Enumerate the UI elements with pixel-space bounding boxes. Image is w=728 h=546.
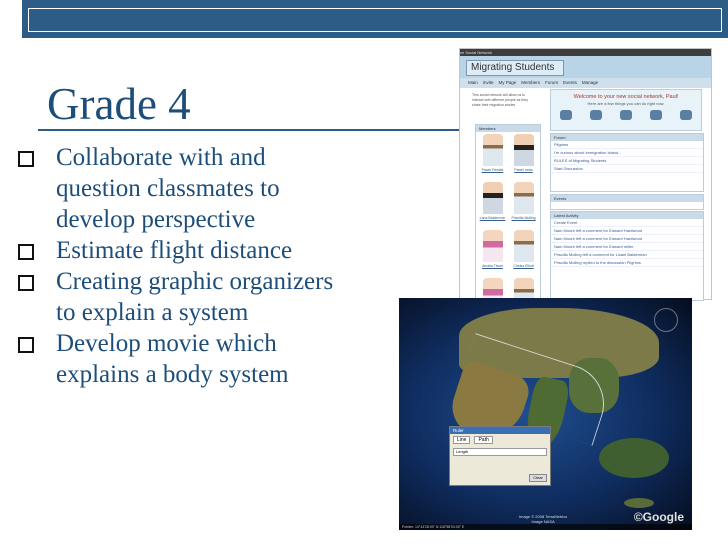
- forum-topic: Pilgrims: [551, 141, 703, 149]
- network-title: Migrating Students: [466, 60, 564, 76]
- activity-item: Priscilla Mulling left a comment for Lisael Balderman: [551, 251, 703, 259]
- nav-item: Manage: [581, 80, 599, 85]
- forum-panel: [550, 133, 704, 192]
- member-card: [509, 230, 538, 276]
- nav-item: Events: [563, 80, 577, 85]
- bullet-text: Estimate flight distance: [56, 237, 293, 264]
- member-name: Priscilla Mulling: [511, 216, 536, 220]
- activity-item: Priscilla Mulling replied to the discussion Pilgrims: [551, 259, 703, 267]
- member-name: Chelsa Elliott: [513, 264, 534, 268]
- bullet-item: [18, 266, 388, 328]
- member-name: Pawel Pawlak: [481, 168, 504, 172]
- member-card: [509, 134, 538, 180]
- bullet-text: Creating graphic organizers to explain a system: [56, 268, 334, 326]
- member-name: Pawel mdar: [514, 168, 533, 172]
- events-header: Events: [551, 195, 703, 202]
- forum-topic: RULES of Migrating Students: [551, 157, 703, 165]
- welcome-box: [550, 89, 702, 131]
- google-earth-screenshot: [399, 298, 692, 530]
- bullet-item: [18, 328, 388, 390]
- ruler-length-field: Length: [453, 448, 547, 456]
- events-panel: [550, 194, 704, 210]
- slide-header-bar: [22, 0, 728, 38]
- avatar: [483, 134, 503, 166]
- avatar: [514, 230, 534, 262]
- member-card: [478, 182, 507, 228]
- member-name: Lana Baldermon: [479, 216, 506, 220]
- bullet-item: [18, 142, 388, 235]
- google-logo: ©Google: [633, 510, 684, 524]
- network-banner: [460, 56, 711, 78]
- member-card: [509, 182, 538, 228]
- avatar: [483, 182, 503, 214]
- avatar: [514, 182, 534, 214]
- member-card: [478, 134, 507, 180]
- network-top-bar: ve Social Network: [460, 49, 711, 56]
- member-card: [478, 230, 507, 276]
- ruler-clear-button: Clear: [529, 474, 547, 482]
- slide-title: Grade 4: [47, 79, 191, 129]
- start-discussion-icon: [590, 110, 602, 120]
- land-mass: [624, 498, 654, 508]
- welcome-actions: [551, 110, 701, 120]
- square-bullet-icon: [18, 151, 34, 167]
- social-network-screenshot: [459, 48, 712, 300]
- nav-item: Main: [468, 80, 478, 85]
- members-header: Members: [476, 125, 540, 132]
- land-mass: [599, 438, 669, 478]
- activity-item: Nam Moore left a comment for Edward Hardwood: [551, 235, 703, 243]
- square-bullet-icon: [18, 337, 34, 353]
- square-bullet-icon: [18, 244, 34, 260]
- title-divider: [38, 129, 468, 131]
- imagery-copyright: Image © 2008 TerraMetrics Image NASA: [519, 514, 568, 524]
- bullet-text: Develop movie which explains a body system: [56, 330, 289, 388]
- nav-item: Forum: [545, 80, 559, 85]
- members-panel: [475, 124, 541, 301]
- activity-header: Latest Activity: [551, 212, 703, 219]
- ruler-tabs: [450, 434, 550, 446]
- bullet-list: [18, 142, 388, 390]
- member-name: Amalia Tiwari: [482, 264, 503, 268]
- ruler-dialog: [449, 426, 551, 486]
- welcome-subtext: Here are a few things you can do right now.: [587, 101, 665, 106]
- activity-item: Create Event: [551, 219, 703, 227]
- network-intro: This social network will allow us to interact with different people as they share their migration stories: [472, 93, 528, 107]
- activity-item: Nam Moore left a comment for Edward miller: [551, 243, 703, 251]
- ruler-tab: Line: [453, 436, 470, 444]
- square-bullet-icon: [18, 275, 34, 291]
- forum-topic: I'm curious about Immigration Island...: [551, 149, 703, 157]
- avatar: [483, 230, 503, 262]
- slide-header-frame: [28, 8, 722, 32]
- navigation-control-icon: [654, 308, 678, 332]
- add-event-icon: [620, 110, 632, 120]
- add-photos-icon: [560, 110, 572, 120]
- bullet-text: Collaborate with and question classmates to develop perspective: [56, 144, 280, 233]
- avatar: [514, 134, 534, 166]
- invite-icon: [680, 110, 692, 120]
- ruler-dialog-title: Ruler: [450, 427, 550, 434]
- nav-item: My Page: [498, 80, 517, 85]
- pointer-status-bar: Pointer: 14°43'28.00" N 118°58'03.00" E: [399, 524, 692, 530]
- start-discussion-link: Start Discussion: [551, 165, 703, 173]
- network-nav: [460, 78, 711, 88]
- activity-item: Nam Moore left a comment for Edward Hardwood: [551, 227, 703, 235]
- bullet-item: [18, 235, 388, 266]
- activity-panel: [550, 211, 704, 301]
- nav-item: Members: [521, 80, 541, 85]
- ruler-tab: Path: [474, 436, 492, 444]
- forum-header: Forum: [551, 134, 703, 141]
- add-blog-icon: [650, 110, 662, 120]
- nav-item: Invite: [482, 80, 494, 85]
- welcome-text: Welcome to your new social network, Paul!: [573, 94, 679, 100]
- members-grid: [476, 132, 540, 326]
